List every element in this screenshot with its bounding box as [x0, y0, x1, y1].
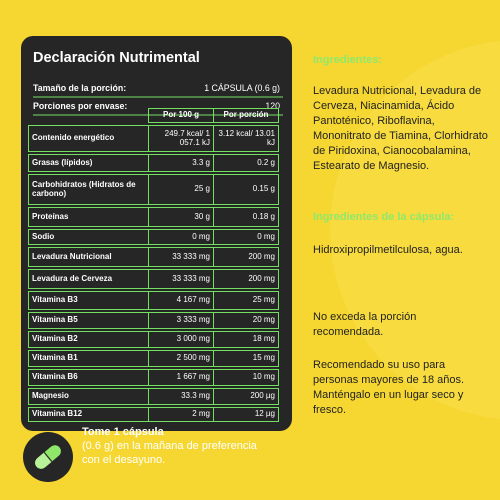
table-row-name: Vitamina B12 [28, 407, 149, 422]
table-row-per-100g: 2 mg [148, 407, 214, 422]
capsule-ingredients-text: Hidroxipropilmetilculosa, agua. [313, 244, 463, 256]
dose-instruction [82, 425, 272, 467]
servings-label: Porciones por envase: [33, 101, 128, 111]
table-row-per-portion: 0.2 g [213, 154, 279, 172]
table-row-per-100g: 4 167 mg [148, 291, 214, 310]
dosage-warning: No exceda la porción recomendada. [313, 311, 417, 338]
col-header-per-100g: Por 100 g [148, 108, 214, 123]
capsule-ingredients-title: Ingredientes de la cápsula: [313, 211, 455, 223]
table-row-per-portion: 15 mg [213, 350, 279, 367]
table-row-name: Grasas (lípidos) [28, 154, 149, 172]
table-row-per-portion: 0.18 g [213, 207, 279, 227]
capsule-icon [31, 442, 65, 472]
table-row-per-100g: 2 500 mg [148, 350, 214, 367]
table-row-per-portion: 200 mg [213, 269, 279, 289]
table-row-name: Sodio [28, 229, 149, 245]
table-header-blank [28, 108, 149, 123]
table-row-per-portion: 3.12 kcal/ 13.01 kJ [213, 125, 279, 152]
table-row-per-100g: 3.3 g [148, 154, 214, 172]
dose-instruction-rest: (0.6 g) en la mañana de preferencia con el desayuno. [82, 440, 257, 466]
table-row-name: Vitamina B2 [28, 331, 149, 348]
table-row-name: Carbohidratos (Hidratos de carbono) [28, 174, 149, 205]
capsule-badge [23, 432, 73, 482]
table-row-name: Contenido energético [28, 125, 149, 152]
table-row-per-100g: 33 333 mg [148, 269, 214, 289]
table-row-per-100g: 3 333 mg [148, 312, 214, 329]
nutrition-table [28, 108, 278, 419]
servings-value: 120 [265, 101, 280, 111]
table-row-name: Magnesio [28, 388, 149, 405]
table-row-per-100g: 0 mg [148, 229, 214, 245]
table-row-per-portion: 25 mg [213, 291, 279, 310]
table-row-name: Levadura Nutricional [28, 247, 149, 267]
dose-instruction-bold: Tome 1 cápsula [82, 426, 164, 438]
table-row-per-100g: 33 333 mg [148, 247, 214, 267]
table-row-per-100g: 3 000 mg [148, 331, 214, 348]
table-row-name: Vitamina B3 [28, 291, 149, 310]
table-row-per-portion: 10 mg [213, 369, 279, 386]
table-row-per-100g: 1 667 mg [148, 369, 214, 386]
table-row-per-100g: 249.7 kcal/ 1 057.1 kJ [148, 125, 214, 152]
table-row-name: Levadura de Cerveza [28, 269, 149, 289]
col-header-per-portion: Por porción [213, 108, 279, 123]
table-row-per-100g: 30 g [148, 207, 214, 227]
table-row-per-portion: 200 mg [213, 247, 279, 267]
table-row-per-portion: 0 mg [213, 229, 279, 245]
portion-size-label: Tamaño de la porción: [33, 83, 127, 93]
table-row-per-portion: 18 mg [213, 331, 279, 348]
table-row-name: Vitamina B5 [28, 312, 149, 329]
ingredients-title: Ingredientes: [313, 54, 383, 66]
portion-size-value: 1 CÁPSULA (0.6 g) [204, 83, 280, 93]
table-row-per-portion: 0.15 g [213, 174, 279, 205]
table-row-per-100g: 33.3 mg [148, 388, 214, 405]
table-row-name: Vitamina B1 [28, 350, 149, 367]
ingredients-text: Levadura Nutricional, Levadura de Cerveza, Niacinamida, Ácido Pantoténico, Riboflavina, Mononitrato de Tiamina, Clorhidrato de Piridoxina, Cianocobalamina, Estearato de Magnesio. [313, 85, 488, 172]
table-row-per-100g: 25 g [148, 174, 214, 205]
table-row-per-portion: 200 µg [213, 388, 279, 405]
table-row-per-portion: 20 mg [213, 312, 279, 329]
recommendation-text: Recomendado su uso para personas mayores de 18 años. Manténgalo en un lugar seco y fresco. [313, 359, 465, 416]
panel-title: Declaración Nutrimental [33, 50, 200, 66]
table-row-per-portion: 12 µg [213, 407, 279, 422]
table-row-name: Vitamina B6 [28, 369, 149, 386]
table-row-name: Proteínas [28, 207, 149, 227]
